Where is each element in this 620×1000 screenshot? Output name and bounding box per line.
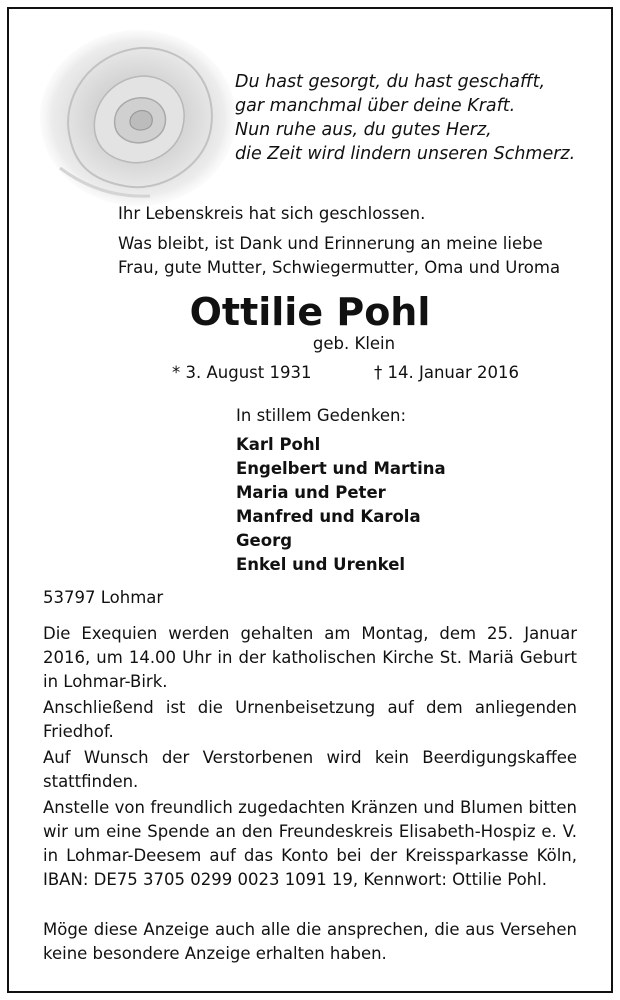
mourner: Maria und Peter: [236, 483, 386, 502]
paragraph-donation: Anstelle von freundlich zugedachten Kränzen und Blumen bitten wir um eine Spende an den Freundeskreis Elisabeth-Hospiz e. V. in Lohmar-Deesem auf das Konto bei der Kreissparkasse Köln, IBAN: DE75 3705 0299 0023 1091 19, Kennwort: Ottilie Pohl.: [43, 798, 577, 889]
mourner: Engelbert und Martina: [236, 459, 446, 478]
intro-line: Ihr Lebenskreis hat sich geschlossen.: [118, 204, 426, 223]
place: 53797 Lohmar: [43, 588, 164, 607]
mourner: Enkel und Urenkel: [236, 555, 406, 574]
birth-date: * 3. August 1931: [172, 363, 312, 382]
mourner: Georg: [236, 531, 293, 550]
mourner: Manfred und Karola: [236, 507, 421, 526]
maiden-name: geb. Klein: [312, 334, 396, 353]
paragraph-burial: Anschließend ist die Urnenbeisetzung auf dem anliegenden Friedhof.: [43, 698, 577, 741]
poem-line: die Zeit wird lindern unseren Schmerz.: [235, 144, 576, 164]
mourner: Karl Pohl: [236, 435, 321, 454]
rose-image: [30, 18, 235, 208]
intro-text: Was bleibt, ist Dank und Erinnerung an meine liebe Frau, gute Mutter, Schwiegermutter, Oma und Uroma: [118, 234, 561, 277]
paragraph-closing: Möge diese Anzeige auch alle die ansprechen, die aus Versehen keine besondere Anzeige erhalten haben.: [43, 920, 577, 963]
poem-line: gar manchmal über deine Kraft.: [235, 96, 516, 116]
paragraph-funeral: Die Exequien werden gehalten am Montag, dem 25. Januar 2016, um 14.00 Uhr in der katholischen Kirche St. Mariä Geburt in Lohmar-Birk.: [43, 624, 577, 691]
death-date: † 14. Januar 2016: [374, 363, 520, 382]
poem: [235, 70, 595, 166]
deceased-name: Ottilie Pohl: [189, 290, 431, 334]
paragraph-coffee: Auf Wunsch der Verstorbenen wird kein Beerdigungskaffee stattfinden.: [43, 748, 577, 791]
poem-line: Du hast gesorgt, du hast geschafft,: [235, 72, 546, 92]
mourners-list: [236, 433, 446, 577]
poem-line: Nun ruhe aus, du gutes Herz,: [235, 120, 492, 140]
memory-heading: In stillem Gedenken:: [236, 406, 407, 425]
